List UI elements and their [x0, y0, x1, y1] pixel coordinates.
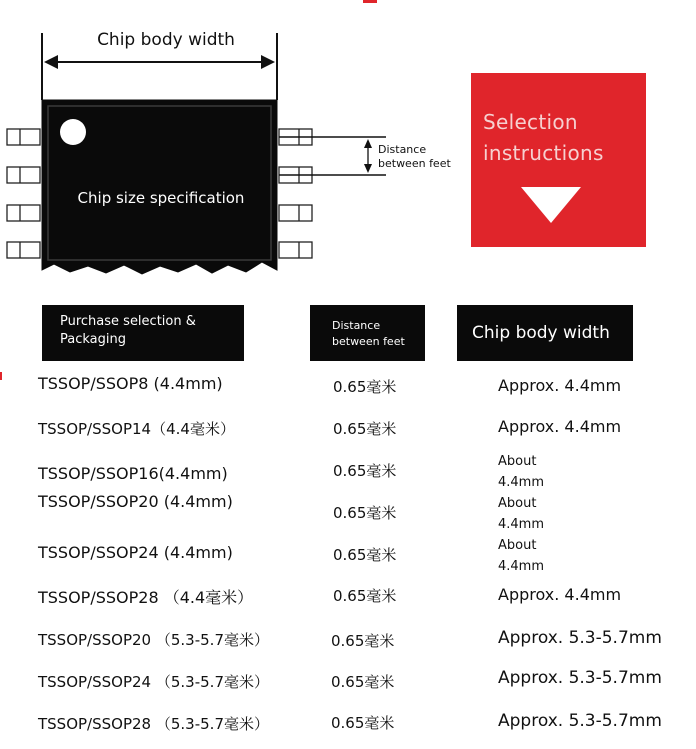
feet-arrow-bottom: [364, 164, 372, 173]
selection-instructions-badge: [471, 73, 646, 247]
header-width-label: Chip body width: [472, 323, 610, 343]
chip-size-label: Chip size specification: [77, 189, 245, 207]
left-edge-mark: [0, 372, 2, 380]
package-cell: TSSOP/SSOP8 (4.4mm): [38, 374, 223, 393]
distance-cell: 0.65毫米: [333, 587, 397, 605]
width-cell: Approx. 5.3-5.7mm: [498, 668, 662, 688]
header-packaging-line1: Purchase selection &: [60, 314, 196, 329]
header-distance-line2: between feet: [332, 335, 405, 348]
width-cell: Approx. 5.3-5.7mm: [498, 711, 662, 731]
distance-label-line1: Distance: [378, 143, 427, 156]
package-cell: TSSOP/SSOP20 (4.4mm): [38, 492, 233, 511]
package-cell: TSSOP/SSOP28 （4.4毫米）: [38, 588, 254, 607]
distance-label-line2: between feet: [378, 157, 451, 170]
package-cell: TSSOP/SSOP16(4.4mm): [38, 464, 228, 483]
header-distance: [310, 305, 425, 361]
width-cell: Approx. 4.4mm: [498, 417, 622, 436]
badge-text: [483, 107, 604, 169]
header-distance-line1: Distance: [332, 319, 381, 332]
chip-body-width-label: Chip body width: [97, 30, 235, 50]
width-cell: Approx. 4.4mm: [498, 585, 622, 604]
distance-cell: 0.65毫米: [333, 546, 397, 564]
width-cell: Approx. 5.3-5.7mm: [498, 628, 662, 648]
triangle-down-icon: [521, 187, 581, 223]
width-arrow-right: [261, 55, 275, 69]
width-arrow-left: [44, 55, 58, 69]
package-cell: TSSOP/SSOP24 （5.3-5.7毫米）: [38, 673, 269, 691]
header-width: [457, 305, 633, 361]
width-cell: About 4.4mm: [498, 538, 545, 574]
package-cell: TSSOP/SSOP28 （5.3-5.7毫米）: [38, 715, 269, 733]
package-cell: TSSOP/SSOP14（4.4毫米）: [38, 420, 235, 438]
chip-diagram: [0, 0, 460, 290]
header-packaging: [42, 305, 244, 361]
pin1-dot: [60, 119, 86, 145]
distance-cell: 0.65毫米: [333, 420, 397, 438]
distance-cell: 0.65毫米: [333, 504, 397, 522]
width-cell: About 4.4mm: [498, 454, 545, 490]
right-pins: [279, 129, 312, 258]
distance-cell: 0.65毫米: [331, 673, 395, 691]
top-edge-mark: [363, 0, 377, 3]
distance-cell: 0.65毫米: [331, 714, 395, 732]
feet-arrow-top: [364, 139, 372, 148]
width-cell: Approx. 4.4mm: [498, 376, 622, 395]
package-cell: TSSOP/SSOP20 （5.3-5.7毫米）: [38, 631, 269, 649]
distance-cell: 0.65毫米: [331, 632, 395, 650]
left-pins: [7, 129, 40, 258]
width-cell: About 4.4mm: [498, 496, 545, 532]
distance-cell: 0.65毫米: [333, 378, 397, 396]
badge-line1: Selection: [483, 110, 578, 134]
header-packaging-line2: Packaging: [60, 332, 126, 347]
package-cell: TSSOP/SSOP24 (4.4mm): [38, 543, 233, 562]
distance-cell: 0.65毫米: [333, 462, 397, 480]
badge-line2: instructions: [483, 141, 604, 165]
